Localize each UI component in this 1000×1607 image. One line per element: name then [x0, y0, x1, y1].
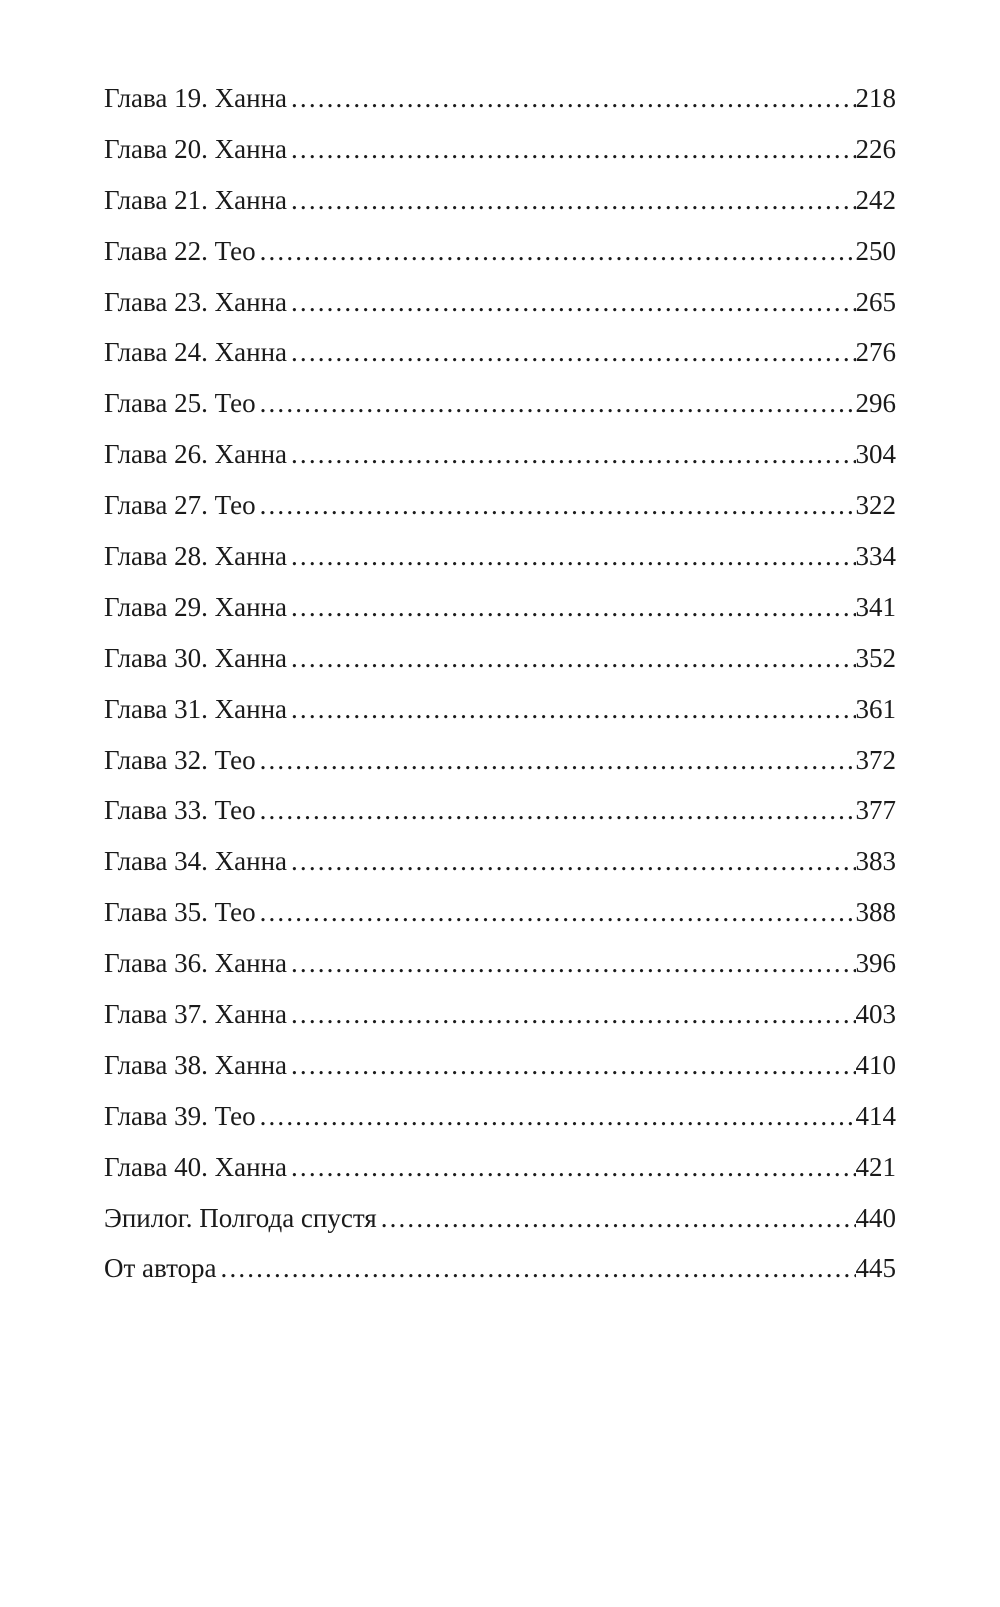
dot-leader: [287, 79, 855, 117]
toc-entry-title: Глава 37. Ханна: [104, 999, 288, 1030]
dot-leader: [287, 283, 855, 321]
dot-leader: [287, 944, 855, 982]
toc-entry: [104, 842, 896, 893]
dot-leader: [287, 1148, 855, 1186]
toc-entry: [104, 283, 896, 334]
dot-leader: [287, 333, 855, 371]
toc-entry-page: 377: [855, 795, 896, 826]
toc-entry: [104, 333, 896, 384]
toc-entry-page: 322: [855, 490, 896, 521]
toc-entry-title: Глава 30. Ханна: [104, 642, 288, 673]
toc-entry-title: Глава 26. Ханна: [104, 439, 288, 470]
toc-entry-page: 372: [855, 744, 896, 775]
toc-entry-title: Глава 27. Тео: [104, 490, 256, 521]
toc-entry-page: 403: [855, 999, 896, 1030]
dot-leader: [287, 842, 855, 880]
toc-entry-page: 334: [855, 541, 896, 572]
toc-entry-title: Эпилог. Полгода спустя: [104, 1202, 377, 1233]
toc-entry-page: 414: [855, 1100, 896, 1131]
toc-entry-title: Глава 24. Ханна: [104, 337, 288, 368]
toc-entry: [104, 690, 896, 741]
toc-entry: [104, 537, 896, 588]
toc-entry-page: 440: [855, 1202, 896, 1233]
dot-leader: [287, 1046, 855, 1084]
toc-entry-title: Глава 33. Тео: [104, 795, 256, 826]
toc-entry-title: Глава 22. Тео: [104, 235, 256, 266]
toc-entry: [104, 1148, 896, 1199]
toc-entry: [104, 791, 896, 842]
dot-leader: [287, 995, 855, 1033]
dot-leader: [377, 1199, 856, 1237]
toc-entry: [104, 995, 896, 1046]
toc-entry: [104, 1097, 896, 1148]
dot-leader: [256, 384, 856, 422]
dot-leader: [287, 130, 855, 168]
dot-leader: [287, 588, 855, 626]
toc-entry: [104, 384, 896, 435]
toc-entry: [104, 893, 896, 944]
toc-entry-page: 226: [855, 133, 896, 164]
toc-entry-page: 218: [855, 83, 896, 113]
toc-entry-title: Глава 20. Ханна: [104, 133, 288, 164]
toc-entry-page: 396: [855, 948, 896, 979]
toc-entry-title: Глава 31. Ханна: [104, 693, 288, 724]
toc-entry: [104, 435, 896, 486]
toc-entry-page: 242: [855, 184, 896, 215]
toc-entry-title: Глава 36. Ханна: [104, 948, 288, 979]
toc-entry: [104, 1249, 896, 1300]
toc-entry: [104, 79, 896, 130]
toc-entry-title: Глава 25. Тео: [104, 388, 256, 419]
toc-entry: [104, 639, 896, 690]
toc-entry-title: Глава 19. Ханна: [104, 83, 288, 113]
toc-entry-page: 388: [855, 897, 896, 928]
dot-leader: [287, 639, 855, 677]
dot-leader: [256, 1097, 856, 1135]
toc-entry-title: Глава 28. Ханна: [104, 541, 288, 572]
dot-leader: [256, 791, 856, 829]
toc-entry-page: 445: [855, 1253, 896, 1284]
toc-entry: [104, 588, 896, 639]
dot-leader: [256, 486, 856, 524]
toc-entry: [104, 181, 896, 232]
toc-entry-title: Глава 34. Ханна: [104, 846, 288, 877]
toc-entry-page: 276: [855, 337, 896, 368]
toc-entry-page: 352: [855, 642, 896, 673]
toc-entry-title: От автора: [104, 1253, 217, 1284]
dot-leader: [287, 435, 855, 473]
toc-entry: [104, 1046, 896, 1097]
dot-leader: [287, 690, 855, 728]
toc-entry-page: 250: [855, 235, 896, 266]
toc-entry-page: 361: [855, 693, 896, 724]
dot-leader: [217, 1249, 856, 1287]
toc-entry: [104, 944, 896, 995]
toc-entry-page: 296: [855, 388, 896, 419]
toc-entry-page: 265: [855, 286, 896, 317]
dot-leader: [256, 893, 856, 931]
toc-entry: [104, 486, 896, 537]
toc-entry-title: Глава 32. Тео: [104, 744, 256, 775]
dot-leader: [287, 537, 855, 575]
toc-entry-page: 341: [855, 591, 896, 622]
toc-entry-title: Глава 40. Ханна: [104, 1151, 288, 1182]
toc-entry: [104, 130, 896, 181]
toc-entry: [104, 1199, 896, 1250]
toc-entry-page: 304: [855, 439, 896, 470]
dot-leader: [287, 181, 855, 219]
toc-entry-page: 421: [855, 1151, 896, 1182]
dot-leader: [256, 232, 856, 270]
toc-entry-title: Глава 35. Тео: [104, 897, 256, 928]
toc-entry-title: Глава 39. Тео: [104, 1100, 256, 1131]
toc-entry-page: 410: [855, 1049, 896, 1080]
toc-entry-title: Глава 23. Ханна: [104, 286, 288, 317]
toc-entry-page: 383: [855, 846, 896, 877]
toc-entry: [104, 741, 896, 792]
dot-leader: [256, 741, 856, 779]
toc-entry-title: Глава 38. Ханна: [104, 1049, 288, 1080]
toc-entry: [104, 232, 896, 283]
toc-entry-title: Глава 21. Ханна: [104, 184, 288, 215]
toc-entry-title: Глава 29. Ханна: [104, 591, 288, 622]
table-of-contents: [104, 79, 896, 1300]
